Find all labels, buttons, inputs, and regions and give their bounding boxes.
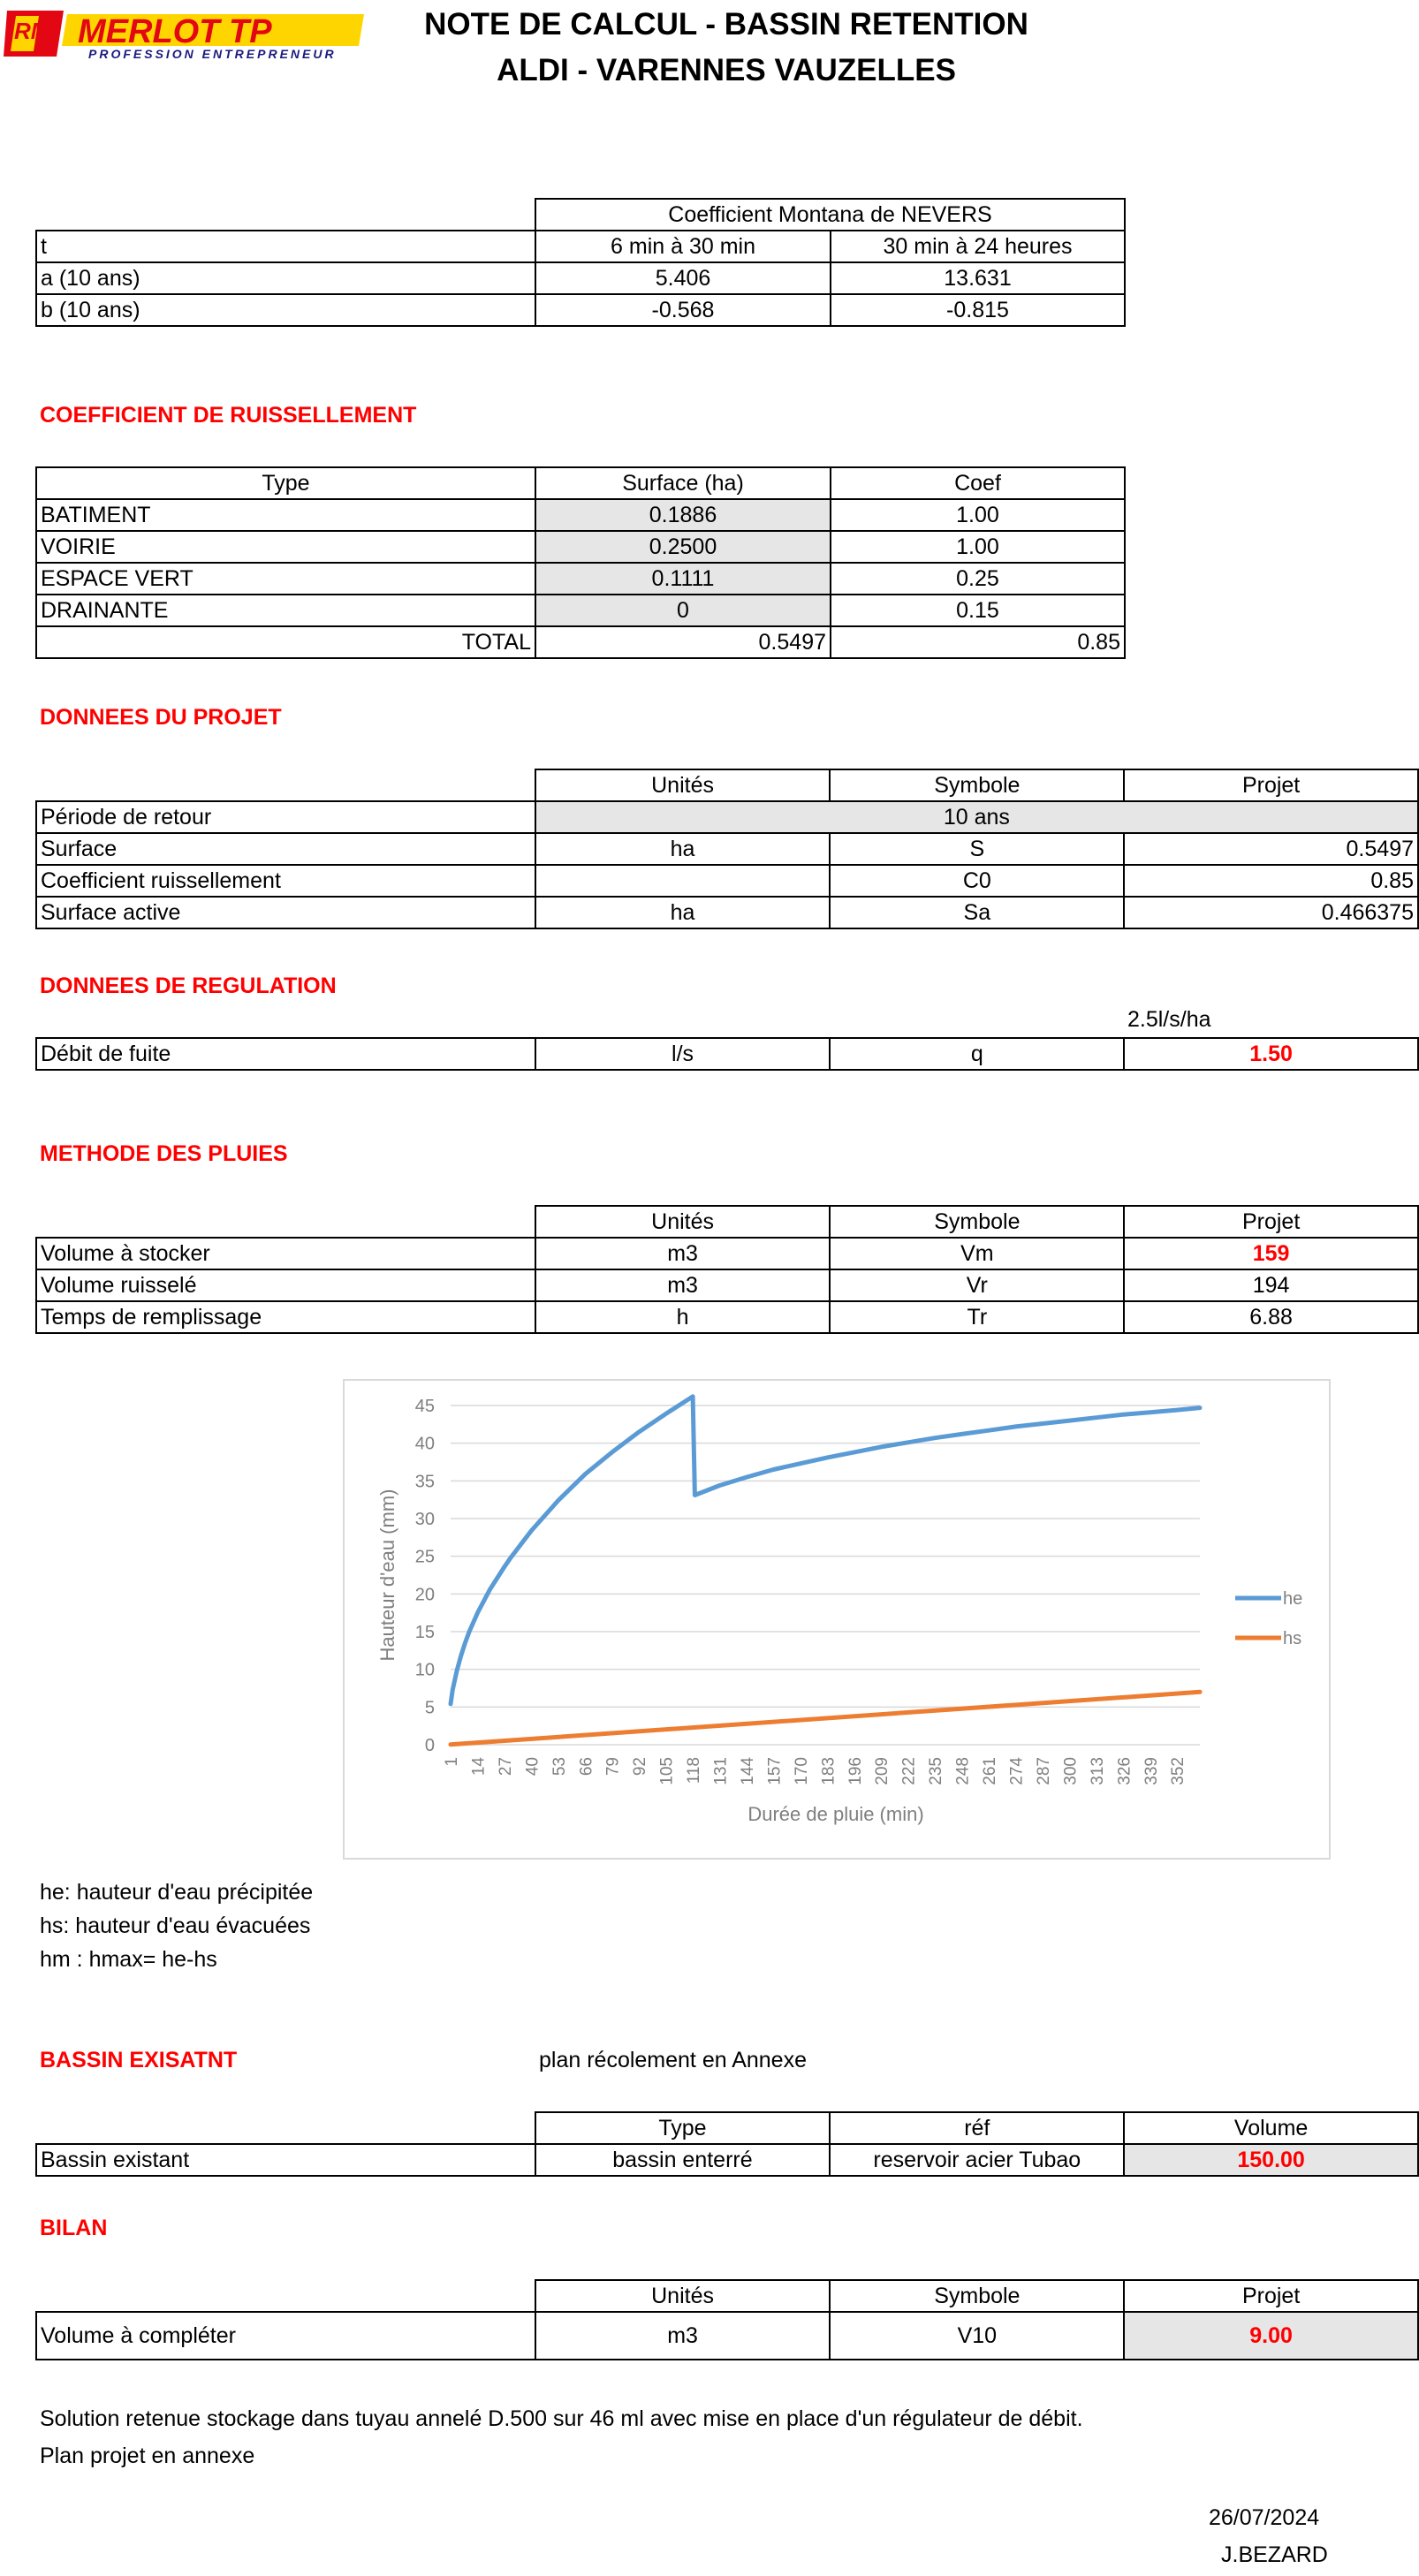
column-header: Type [36,467,535,499]
column-header: Unités [535,2280,831,2312]
periode-value[interactable]: 10 ans [535,801,1418,833]
legend-label-hs: hs [1283,1629,1302,1648]
surface-value[interactable]: 0 [535,595,831,626]
volume-stocker-value: 159 [1124,1238,1418,1269]
value-cell: 0.85 [1124,865,1418,897]
logo-brand-text: MERLOT TP [78,13,272,50]
document-title-line1: NOTE DE CALCUL - BASSIN RETENTION [424,7,1028,42]
x-tick-label: 14 [469,1757,489,1777]
montana-label: t [36,231,535,262]
column-header: Projet [1124,769,1418,801]
row-label: Surface active [36,897,535,928]
table-row [36,1301,1418,1333]
section-heading-bilan: BILAN [40,2216,108,2240]
table-row [36,563,1125,595]
x-tick-label: 157 [765,1757,785,1785]
montana-cell: 6 min à 30 min [535,231,831,262]
row-label: Débit de fuite [36,1038,535,1070]
legend-note-hs: hs: hauteur d'eau évacuées [40,1913,311,1938]
column-header: Unités [535,1206,831,1238]
row-label: Temps de remplissage [36,1301,535,1333]
unit-cell: ha [535,833,831,865]
table-header-row [36,1206,1418,1238]
logo-badge-text: RM [14,18,50,44]
table-row [36,1038,1418,1070]
footer-date: 26/07/2024 [1209,2505,1320,2530]
surface-type: VOIRIE [36,531,535,563]
conclusion-line1: Solution retenue stockage dans tuyau annelé D.500 sur 46 ml avec mise en place d'un régulateur de débit. [40,2406,1083,2431]
x-tick-label: 183 [819,1757,838,1785]
montana-table [35,198,1126,327]
x-tick-label: 79 [603,1757,623,1777]
column-header: Type [535,2112,831,2144]
row-label: Volume à stocker [36,1238,535,1269]
legend-note-he: he: hauteur d'eau précipitée [40,1880,314,1905]
x-axis-label: Durée de pluie (min) [747,1803,924,1825]
unit-cell [535,865,831,897]
column-header: Projet [1124,2280,1418,2312]
y-tick-label: 30 [414,1510,435,1529]
x-tick-label: 66 [577,1757,596,1777]
section-heading-regulation: DONNEES DE REGULATION [40,974,337,998]
symbol-cell: q [830,1038,1124,1070]
row-label: Coefficient ruissellement [36,865,535,897]
montana-cell: -0.568 [535,294,831,326]
table-row [36,897,1418,928]
row-label: Volume ruisselé [36,1269,535,1301]
y-tick-label: 0 [424,1736,435,1755]
conclusion-line2: Plan projet en annexe [40,2443,255,2468]
rainfall-chart [343,1379,1331,1860]
y-tick-label: 40 [414,1434,435,1454]
table-row [36,231,1125,262]
y-tick-label: 15 [414,1623,435,1642]
surface-value[interactable]: 0.2500 [535,531,831,563]
annexe-note: plan récolement en Annexe [539,2048,807,2072]
bassin-table [35,2111,1419,2177]
montana-cell: -0.815 [831,294,1125,326]
document-title-line2: ALDI - VARENNES VAUZELLES [497,53,956,87]
column-header: Symbole [830,769,1124,801]
montana-label: a (10 ans) [36,262,535,294]
table-header-row [36,2280,1418,2312]
table-row [36,294,1125,326]
unit-cell: m3 [535,1269,831,1301]
y-tick-label: 20 [414,1585,435,1605]
column-header: Projet [1124,1206,1418,1238]
value-cell: 194 [1124,1269,1418,1301]
montana-title: Coefficient Montana de NEVERS [535,199,1125,231]
x-tick-label: 300 [1061,1757,1081,1785]
pluies-table [35,1205,1419,1334]
table-header-row [36,467,1125,499]
table-row [36,1238,1418,1269]
unit-cell: l/s [535,1038,831,1070]
table-row [36,2144,1418,2176]
table-row [36,499,1125,531]
total-row [36,626,1125,658]
table-row [36,1269,1418,1301]
x-tick-label: 248 [953,1757,973,1785]
chart-svg [345,1381,1329,1858]
x-tick-label: 352 [1169,1757,1188,1785]
symbol-cell: Sa [830,897,1124,928]
unit-cell: m3 [535,2312,831,2360]
x-tick-label: 1 [443,1757,461,1767]
y-tick-label: 5 [424,1698,435,1718]
coef-value: 1.00 [831,499,1125,531]
ref-cell: reservoir acier Tubao [830,2144,1124,2176]
total-label: TOTAL [36,626,535,658]
x-tick-label: 27 [496,1757,515,1777]
regulation-table [35,1037,1419,1071]
column-header: Coef [831,467,1125,499]
x-tick-label: 209 [873,1757,892,1785]
symbol-cell: V10 [830,2312,1124,2360]
x-tick-label: 274 [1007,1757,1027,1785]
legend-note-hm: hm : hmax= he-hs [40,1947,217,1972]
value-cell: 0.5497 [1124,833,1418,865]
projet-table [35,769,1419,929]
x-tick-label: 287 [1034,1757,1053,1785]
y-tick-label: 45 [414,1397,435,1416]
surface-type: ESPACE VERT [36,563,535,595]
x-tick-label: 92 [631,1757,650,1777]
table-header-row [36,2112,1418,2144]
y-tick-label: 35 [414,1472,435,1492]
periode-label: Période de retour [36,801,535,833]
surface-type: DRAINANTE [36,595,535,626]
x-tick-label: 144 [738,1757,757,1785]
x-tick-label: 40 [523,1757,543,1777]
column-header: Surface (ha) [535,467,831,499]
section-heading-bassin: BASSIN EXISATNT [40,2048,238,2072]
table-header-row [36,769,1418,801]
total-surface: 0.5497 [535,626,831,658]
surface-value[interactable]: 0.1886 [535,499,831,531]
table-row [36,833,1418,865]
symbol-cell: S [830,833,1124,865]
column-header: Volume [1124,2112,1418,2144]
table-row [36,595,1125,626]
value-cell: 0.466375 [1124,897,1418,928]
montana-cell: 30 min à 24 heures [831,231,1125,262]
bassin-volume-value[interactable]: 150.00 [1124,2144,1418,2176]
y-tick-label: 25 [414,1547,435,1567]
y-axis-label: Hauteur d'eau (mm) [376,1489,398,1662]
ruissellement-table [35,466,1126,659]
coef-value: 0.25 [831,563,1125,595]
volume-completer-value[interactable]: 9.00 [1124,2312,1418,2360]
column-header: réf [830,2112,1124,2144]
debit-fuite-value: 1.50 [1124,1038,1418,1070]
section-heading-projet: DONNEES DU PROJET [40,705,282,730]
rate-note: 2.5l/s/ha [1127,1007,1211,1032]
symbol-cell: Vm [830,1238,1124,1269]
symbol-cell: Vr [830,1269,1124,1301]
unit-cell: ha [535,897,831,928]
row-label: Volume à compléter [36,2312,535,2360]
x-tick-label: 235 [927,1757,946,1785]
surface-type: BATIMENT [36,499,535,531]
type-cell: bassin enterré [535,2144,831,2176]
table-row [36,2312,1418,2360]
column-header: Symbole [830,1206,1124,1238]
table-row [36,531,1125,563]
x-tick-label: 339 [1142,1757,1161,1785]
coef-value: 1.00 [831,531,1125,563]
x-tick-label: 261 [981,1757,1000,1785]
montana-cell: 13.631 [831,262,1125,294]
symbol-cell: Tr [830,1301,1124,1333]
column-header: Unités [535,769,831,801]
row-label: Surface [36,833,535,865]
surface-value[interactable]: 0.1111 [535,563,831,595]
section-heading-ruissellement: COEFFICIENT DE RUISSELLEMENT [40,403,417,428]
symbol-cell: C0 [830,865,1124,897]
x-tick-label: 131 [711,1757,731,1785]
table-row [36,262,1125,294]
unit-cell: h [535,1301,831,1333]
bilan-table [35,2279,1419,2360]
x-tick-label: 170 [792,1757,811,1785]
y-tick-label: 10 [414,1660,435,1680]
x-tick-label: 118 [685,1757,704,1784]
logo-tagline: PROFESSION ENTREPRENEUR [88,47,337,60]
value-cell: 6.88 [1124,1301,1418,1333]
montana-cell: 5.406 [535,262,831,294]
x-tick-label: 105 [657,1757,677,1785]
x-tick-label: 326 [1115,1757,1134,1785]
table-row [36,865,1418,897]
section-heading-pluies: METHODE DES PLUIES [40,1141,288,1166]
x-tick-label: 313 [1088,1757,1107,1785]
montana-label: b (10 ans) [36,294,535,326]
x-tick-label: 53 [550,1757,569,1777]
column-header: Symbole [830,2280,1124,2312]
table-row [36,801,1418,833]
unit-cell: m3 [535,1238,831,1269]
x-tick-label: 196 [846,1757,865,1785]
coef-value: 0.15 [831,595,1125,626]
legend-label-he: he [1283,1589,1303,1609]
series-line-hs [451,1692,1200,1745]
footer-author: J.BEZARD [1221,2542,1328,2567]
row-label: Bassin existant [36,2144,535,2176]
total-coef: 0.85 [831,626,1125,658]
x-tick-label: 222 [899,1757,919,1785]
